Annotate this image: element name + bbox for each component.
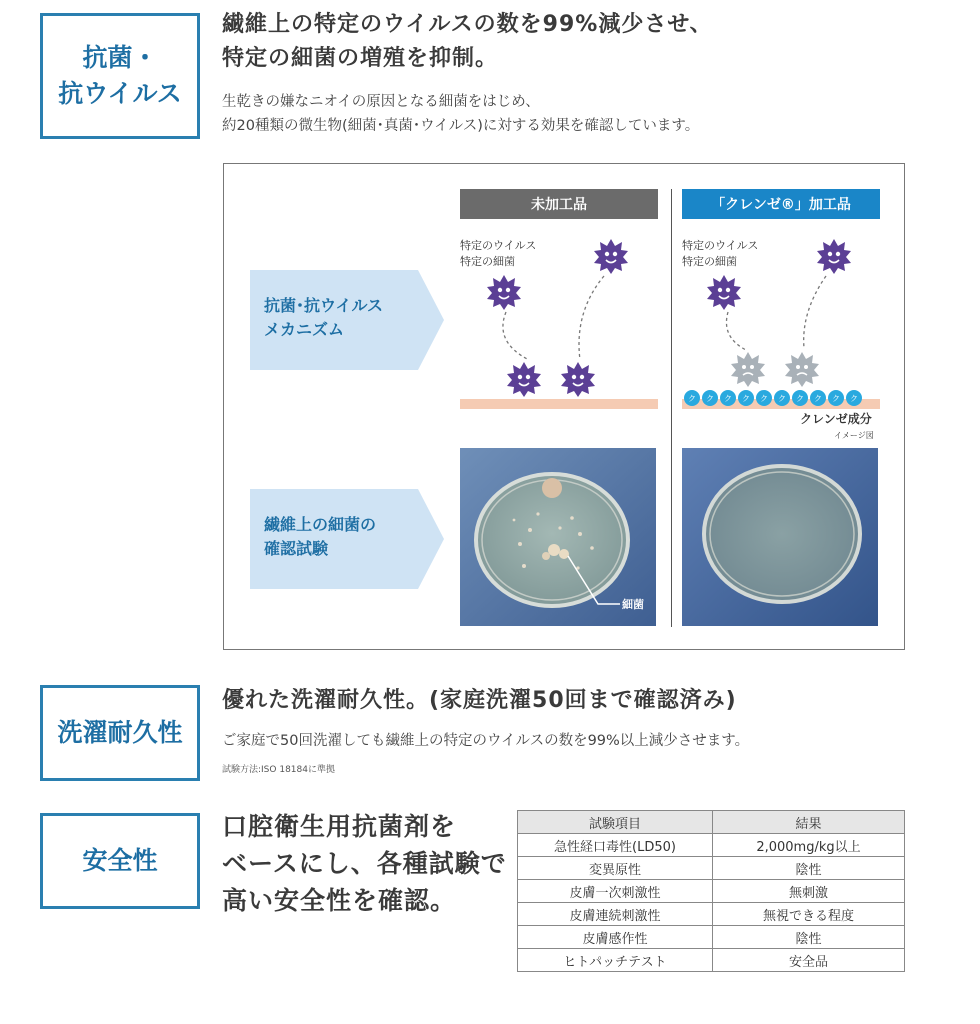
petri-dish-image <box>682 448 878 626</box>
mechanism-row-label <box>250 270 440 370</box>
bead-icon: ク <box>828 390 844 406</box>
component-label: クレンゼ成分 <box>800 412 872 426</box>
antibacterial-tag-line2: 抗ウイルス <box>58 79 182 108</box>
virus-icon <box>561 362 595 397</box>
bead-icon: ク <box>792 390 808 406</box>
untreated-petri-photo <box>460 448 656 626</box>
safety-heading-line3: 高い安全性を確認。 <box>222 886 457 915</box>
bacteria-label: 特定の細菌 <box>460 255 515 268</box>
header-result: 結果 <box>713 811 905 834</box>
virus-label: 特定のウイルス <box>682 239 759 252</box>
header-test-item: 試験項目 <box>518 811 713 834</box>
bead-icon: ク <box>846 390 862 406</box>
untreated-header: 未加工品 <box>460 189 658 219</box>
result-cell: 無視できる程度 <box>713 903 905 926</box>
table-row <box>518 880 905 903</box>
mechanism-label-line2: メカニズム <box>264 320 345 339</box>
cleanse-component-beads <box>684 390 862 406</box>
table-row <box>518 926 905 949</box>
virus-icon <box>487 275 521 310</box>
safety-results-table <box>517 810 905 972</box>
test-label-line2: 確認試験 <box>264 539 329 558</box>
test-item-cell: 皮膚一次刺激性 <box>518 880 713 903</box>
bead-icon: ク <box>720 390 736 406</box>
safety-heading <box>222 808 507 919</box>
bead-icon: ク <box>756 390 772 406</box>
mechanism-label-line1: 抗菌･抗ウイルス <box>264 296 384 315</box>
virus-icon <box>707 275 741 310</box>
treated-header: 「クレンゼ®」加工品 <box>682 189 880 219</box>
test-item-cell: 皮膚連続刺激性 <box>518 903 713 926</box>
fabric-layer <box>460 399 658 409</box>
safety-tag: 安全性 <box>40 813 200 909</box>
mechanism-figure <box>223 163 905 650</box>
test-item-cell: 急性経口毒性(LD50) <box>518 834 713 857</box>
antibacterial-heading-line1: 繊維上の特定のウイルスの数を99%減少させ、 <box>222 12 713 37</box>
result-cell: 陰性 <box>713 857 905 880</box>
test-item-cell: 皮膚感作性 <box>518 926 713 949</box>
image-note: イメージ図 <box>834 431 874 440</box>
test-row-label <box>250 489 440 589</box>
bacteria-callout: 細菌 <box>622 598 644 611</box>
table-row <box>518 834 905 857</box>
treated-petri-photo <box>682 448 878 626</box>
virus-icon <box>817 239 851 274</box>
dotted-arrow <box>503 312 529 360</box>
antibacterial-body-line2: 約20種類の微生物(細菌･真菌･ウイルス)に対する効果を確認しています。 <box>222 118 700 134</box>
antibacterial-body <box>222 90 699 138</box>
bead-icon: ク <box>702 390 718 406</box>
bacteria-label: 特定の細菌 <box>682 255 737 268</box>
bead-icon: ク <box>774 390 790 406</box>
safety-heading-line2: ベースにし、各種試験で <box>222 849 507 878</box>
result-cell: 陰性 <box>713 926 905 949</box>
virus-label: 特定のウイルス <box>460 239 537 252</box>
table-row <box>518 903 905 926</box>
test-label-line1: 繊維上の細菌の <box>264 515 377 534</box>
result-cell: 2,000mg/kg以上 <box>713 834 905 857</box>
test-item-cell: ヒトパッチテスト <box>518 949 713 972</box>
deactivated-virus-icon <box>785 352 819 387</box>
table-row <box>518 857 905 880</box>
virus-icon <box>594 239 628 274</box>
bead-icon: ク <box>738 390 754 406</box>
untreated-mechanism-illustration <box>454 232 664 412</box>
antibacterial-heading <box>222 8 713 76</box>
treated-mechanism-illustration <box>676 232 886 412</box>
bead-icon: ク <box>810 390 826 406</box>
wash-body: ご家庭で50回洗濯しても繊維上の特定のウイルスの数を99%以上減少させます。 <box>222 733 750 749</box>
column-divider <box>671 189 672 627</box>
antibacterial-tag <box>40 13 200 139</box>
dotted-arrow <box>579 276 604 360</box>
dotted-arrow <box>726 312 746 350</box>
wash-tag: 洗濯耐久性 <box>40 685 200 781</box>
antibacterial-tag-line1: 抗菌・ <box>82 43 158 72</box>
virus-icon <box>507 362 541 397</box>
safety-heading-line1: 口腔衛生用抗菌剤を <box>222 812 457 841</box>
bead-icon: ク <box>684 390 700 406</box>
test-item-cell: 変異原性 <box>518 857 713 880</box>
table-row <box>518 949 905 972</box>
antibacterial-body-line1: 生乾きの嫌なニオイの原因となる細菌をはじめ、 <box>222 94 540 110</box>
result-cell: 無刺激 <box>713 880 905 903</box>
table-header-row <box>518 811 905 834</box>
dotted-arrow <box>804 276 826 348</box>
wash-heading: 優れた洗濯耐久性。(家庭洗濯50回まで確認済み) <box>222 688 737 713</box>
deactivated-virus-icon <box>731 352 765 387</box>
antibacterial-heading-line2: 特定の細菌の増殖を抑制。 <box>222 46 499 71</box>
wash-test-method: 試験方法:ISO 18184に準拠 <box>222 765 335 775</box>
result-cell: 安全品 <box>713 949 905 972</box>
